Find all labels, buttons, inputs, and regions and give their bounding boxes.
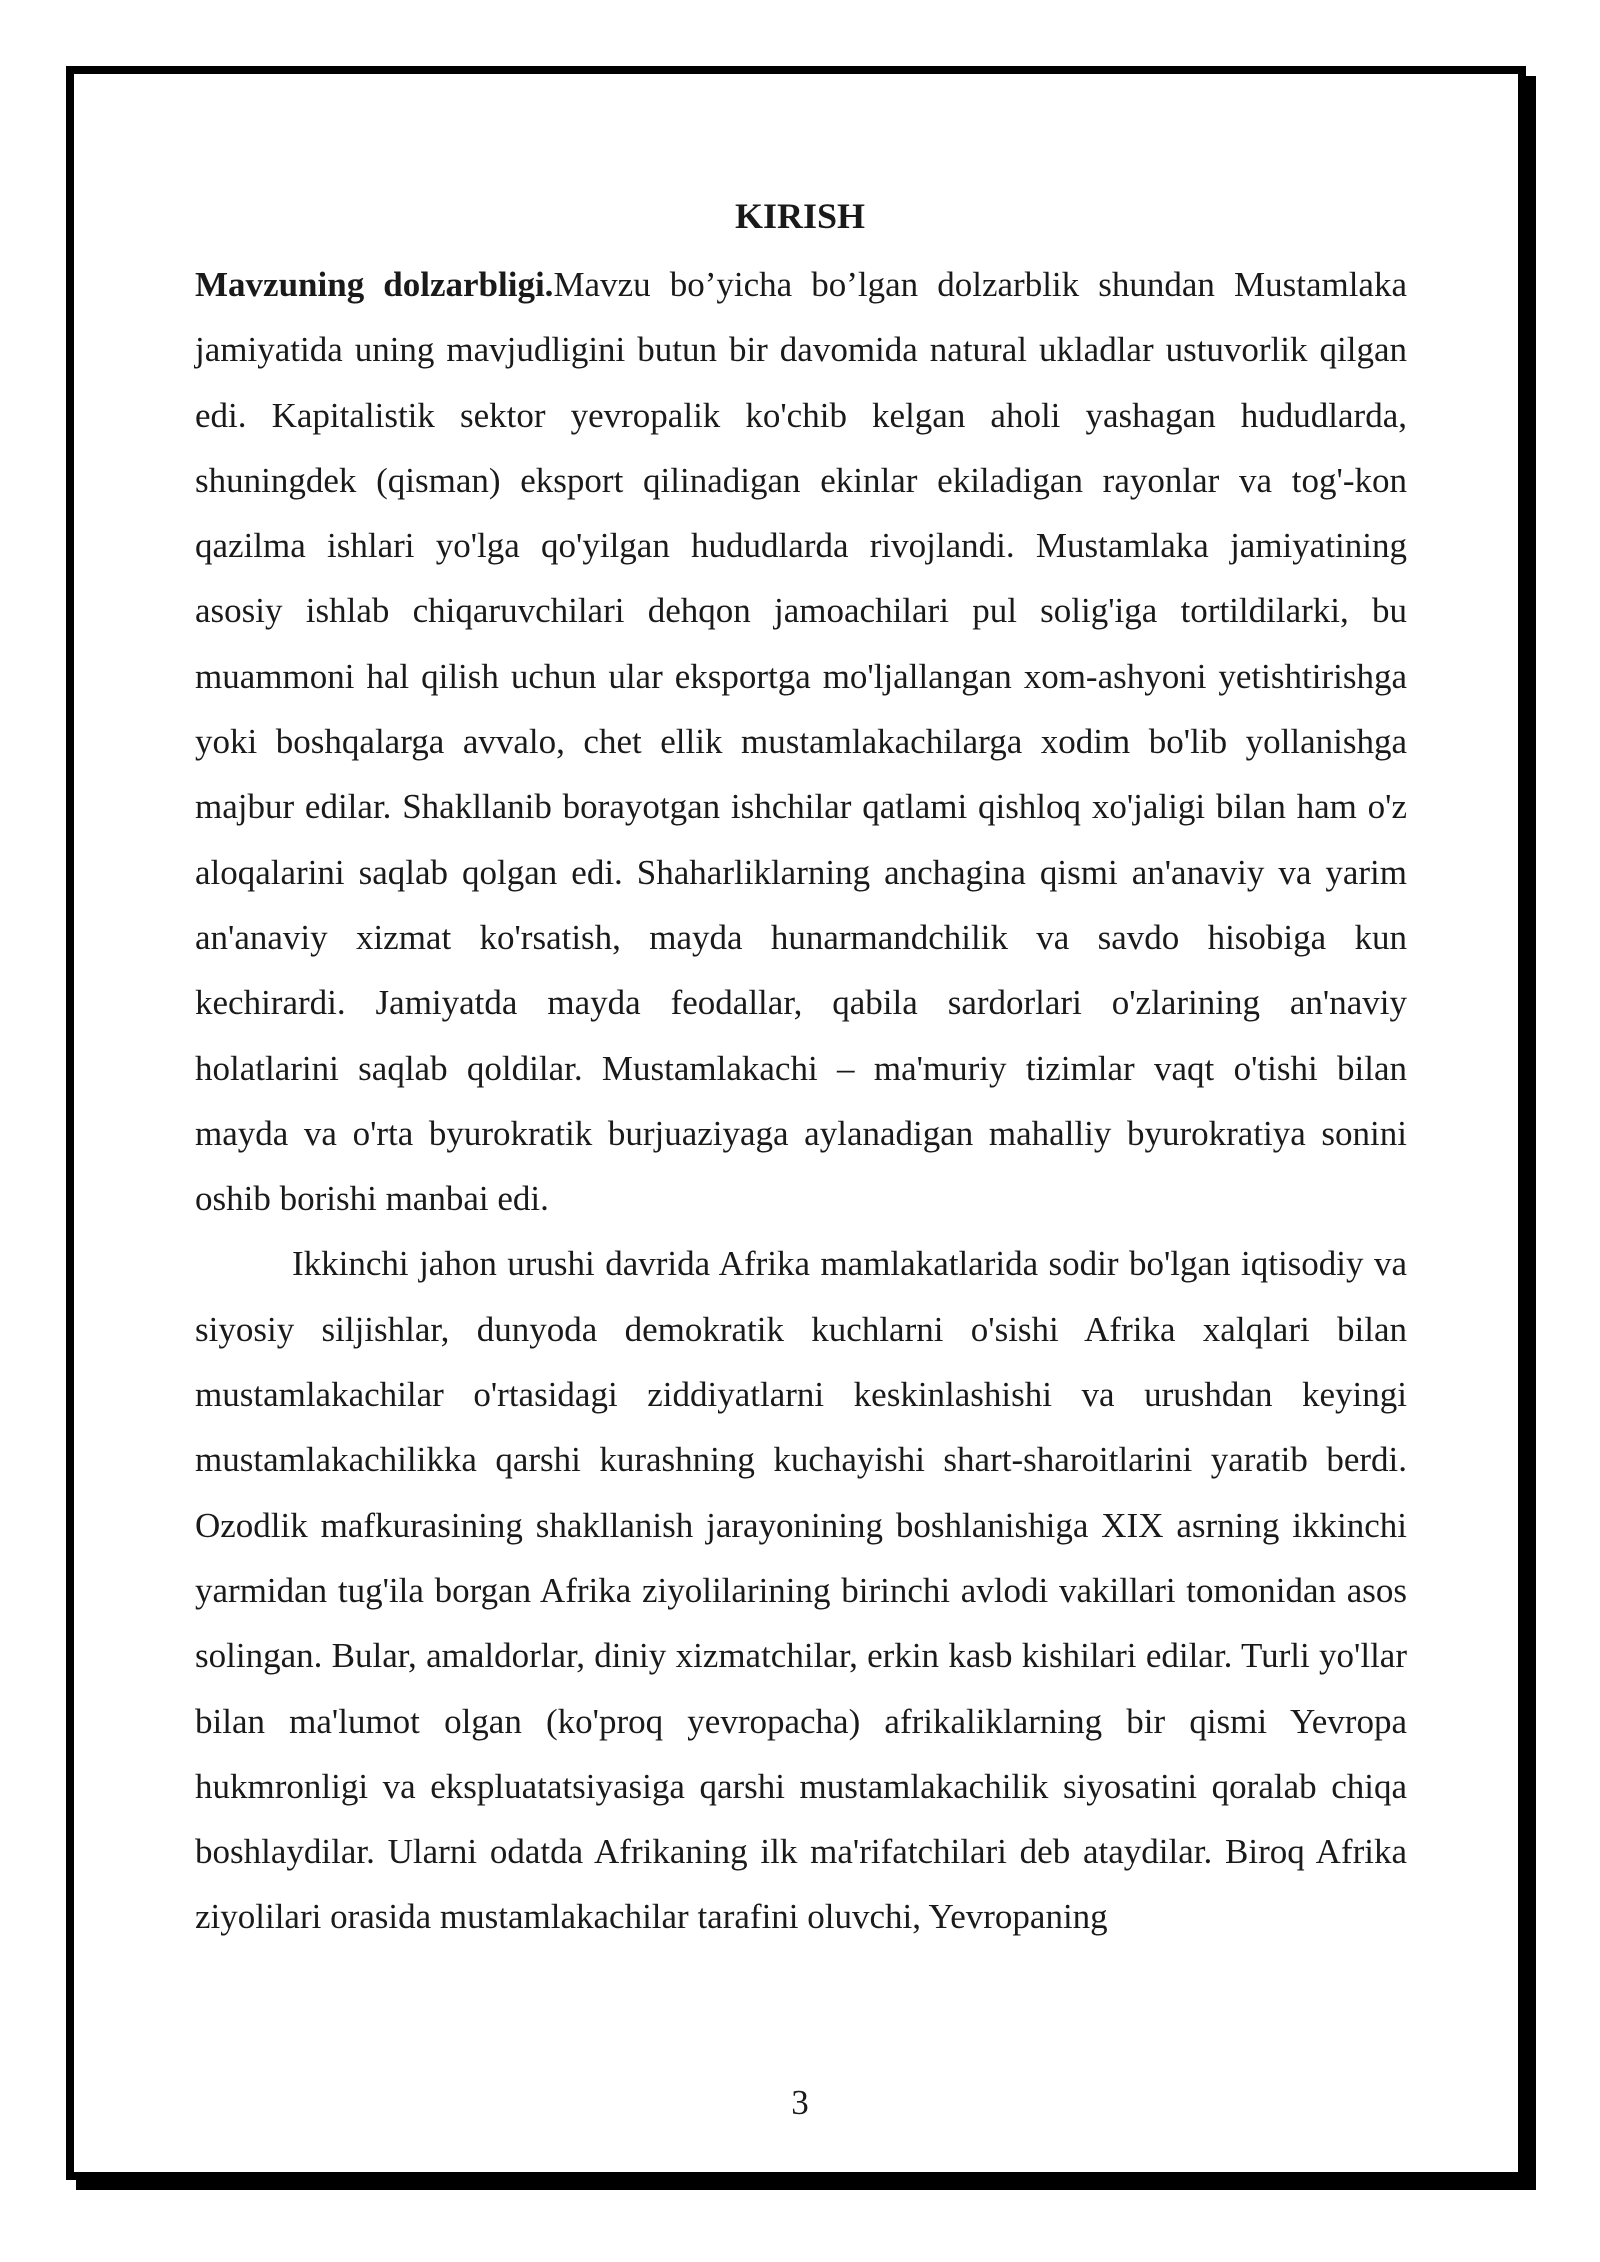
paragraph-relevance (195, 252, 1407, 1231)
page-number: 3 (791, 2083, 809, 2122)
page-title: KIRISH (734, 196, 866, 236)
paragraph-second: Ikkinchi jahon urushi davrida Afrika mamlakatlarida sodir bo'lgan iqtisodiy va siyosiy siljishlar, dunyoda demokratik kuchlarni o'sishi Afrika xalqlari bilan mustamlakachilar o'rtasidagi ziddiyatlarni keskinlashishi va urushdan keyingi mustamlakachilikka qarshi kurashning kuchayishi shart-sharoitlarini yaratib berdi. Ozodlik mafkurasining shakllanish jarayonining boshlanishiga XIX asrning ikkinchi yarmidan tug'ila borgan Afrika ziyolilarining birinchi avlodi vakillari tomonidan asos solingan. Bular, amaldorlar, diniy xizmatchilar, erkin kasb kishilari edilar. Turli yo'llar bilan ma'lumot olgan (ko'proq yevropacha) afrikaliklarning bir qismi Yevropa hukmronligi va ekspluatatsiyasiga qarshi mustamlakachilik siyosatini qoralab chiqa boshlaydilar. Ularni odatda Afrikaning ilk ma'rifatchilari deb ataydilar. Biroq Afrika ziyolilari orasida mustamlakachilar tarafini oluvchi, Yevropaning (195, 1244, 1407, 1937)
body-text (195, 252, 1407, 1950)
section-lead-in: Mavzuning dolzarbligi. (195, 265, 554, 304)
paragraph-text: Mavzu bo’yicha bo’lgan dolzarblik shundan Mustamlaka jamiyatida uning mavjudligini butun bir davomida natural ukladlar ustuvorlik qilgan edi. Kapitalistik sektor yevropalik ko'chib kelgan aholi yashagan hududlarda, shuningdek (qisman) eksport qilinadigan ekinlar ekiladigan rayonlar va tog'-kon qazilma ishlari yo'lga qo'yilgan hududlarda rivojlandi. Mustamlaka jamiyatining asosiy ishlab chiqaruvchilari dehqon jamoachilari pul solig'iga tortildilarki, bu muammoni hal qilish uchun ular eksportga mo'ljallangan xom-ashyoni yetishtirishga yoki boshqalarga avvalo, chet ellik mustamlakachilarga xodim bo'lib yollanishga majbur edilar. Shakllanib borayotgan ishchilar qatlami qishloq xo'jaligi bilan ham o'z aloqalarini saqlab qolgan edi. Shaharliklarning anchagina qismi an'anaviy va yarim an'anaviy xizmat ko'rsatish, mayda hunarmandchilik va savdo hisobiga kun kechirardi. Jamiyatda mayda feodallar, qabila sardorlari o'zlarining an'naviy holatlarini saqlab qoldilar. Mustamlakachi – ma'muriy tizimlar vaqt o'tishi bilan mayda va o'rta byurokratik burjuaziyaga aylanadigan mahalliy byurokratiya sonini oshib borishi manbai edi. (195, 265, 1408, 1219)
